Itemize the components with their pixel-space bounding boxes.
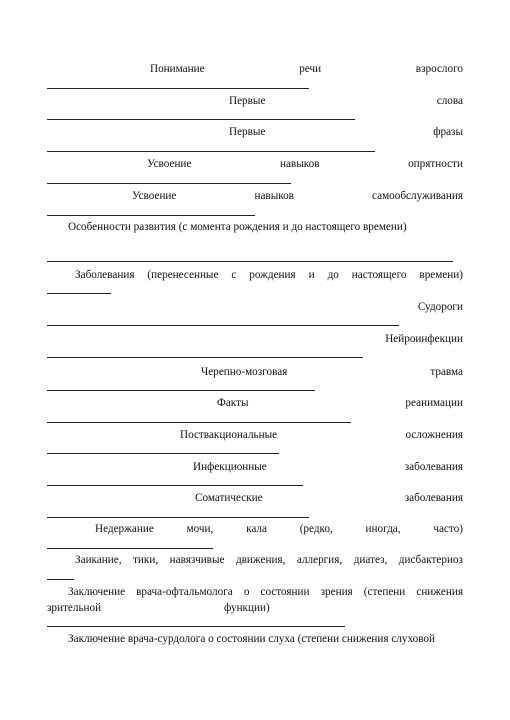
word: самообслуживания: [372, 190, 463, 202]
word: Соматические: [195, 492, 263, 504]
word: тики,: [133, 554, 159, 566]
word: о: [243, 586, 250, 598]
word: взрослого: [415, 63, 463, 75]
word: Заболевания: [75, 269, 135, 281]
word: часто): [433, 523, 463, 535]
word: заболевания: [404, 492, 463, 504]
word: мочи,: [186, 523, 214, 535]
field-somatic-diseases: [195, 491, 463, 505]
word: Заключение: [68, 586, 126, 598]
word: снижения: [416, 586, 463, 598]
word: функции): [224, 602, 270, 614]
word: навыков: [254, 190, 294, 202]
word: с: [231, 269, 237, 281]
word: Первые: [229, 95, 266, 107]
word: времени): [419, 269, 463, 281]
word: кала: [246, 523, 267, 535]
word: и: [308, 269, 315, 281]
word: речи: [299, 63, 322, 75]
word: опрятности: [408, 158, 463, 170]
fill-line: [47, 485, 303, 486]
fill-line: [47, 517, 309, 518]
word: реанимации: [405, 397, 463, 409]
word: диатез,: [353, 554, 388, 566]
fill-line: [47, 422, 351, 423]
word: Недержание: [95, 523, 154, 535]
field-first-words: [229, 94, 463, 108]
field-neuroinfections: [350, 332, 463, 346]
fill-line: [47, 293, 111, 294]
fill-line: [47, 88, 309, 89]
field-illnesses: [75, 268, 463, 282]
fill-line: [47, 626, 345, 627]
field-incontinence: [95, 522, 463, 536]
field-development-features: [68, 220, 468, 234]
fill-line: [47, 261, 453, 262]
word: зрения: [320, 586, 353, 598]
label: Особенности развития (с момента рождения и до настоящего времени): [68, 221, 407, 233]
word: врача-офтальмолога: [136, 586, 233, 598]
field-seizures: [380, 300, 463, 314]
word: травма: [430, 366, 463, 378]
word: состоянии: [260, 586, 310, 598]
field-ophthalmologist: [68, 585, 463, 599]
word: Поствакциональные: [180, 429, 278, 441]
fill-line: [47, 215, 255, 216]
field-brain-injury: [201, 365, 463, 379]
word: заболевания: [404, 461, 463, 473]
word: навязчивые: [169, 554, 225, 566]
word: Усвоение: [147, 158, 192, 170]
field-audiologist: [68, 632, 468, 646]
field-postvaccination: [180, 428, 463, 442]
word: Инфекционные: [193, 461, 267, 473]
label: Нейроинфекции: [385, 333, 463, 345]
word: иногда,: [365, 523, 401, 535]
word: Первые: [229, 126, 266, 138]
label: Судороги: [417, 301, 463, 313]
word: (редко,: [299, 523, 333, 535]
fill-line: [47, 579, 74, 580]
field-resuscitation: [217, 396, 463, 410]
word: (степени: [363, 586, 406, 598]
fill-line: [47, 119, 355, 120]
fill-line: [47, 151, 375, 152]
field-self-care-skills: [132, 189, 463, 203]
field-stuttering-tics: [75, 553, 463, 567]
word: настоящего: [351, 269, 407, 281]
field-first-phrases: [229, 125, 463, 139]
fill-line: [47, 183, 291, 184]
word: осложнения: [405, 429, 463, 441]
word: движения,: [235, 554, 286, 566]
label: Заключение врача-сурдолога о состоянии слуха (степени снижения слуховой: [68, 633, 436, 645]
word: рождения: [249, 269, 296, 281]
word: Факты: [217, 397, 249, 409]
word: (перенесенные: [147, 269, 219, 281]
word: Черепно-мозговая: [201, 366, 288, 378]
field-infectious-diseases: [193, 460, 463, 474]
fill-line: [47, 390, 315, 391]
field-ophthalmologist-cont: [47, 601, 311, 615]
field-tidiness-skills: [147, 157, 463, 171]
word: аллергия,: [296, 554, 343, 566]
field-speech-understanding: [150, 62, 463, 76]
fill-line: [47, 453, 279, 454]
fill-line: [47, 548, 213, 549]
fill-line: [47, 357, 363, 358]
word: до: [327, 269, 339, 281]
word: слова: [436, 95, 463, 107]
word: Заикание,: [75, 554, 122, 566]
word: фразы: [433, 126, 463, 138]
word: дисбактериоз: [398, 554, 463, 566]
word: зрительной: [47, 602, 102, 614]
fill-line: [47, 325, 399, 326]
word: Понимание: [150, 63, 205, 75]
word: навыков: [279, 158, 320, 170]
word: Усвоение: [132, 190, 177, 202]
